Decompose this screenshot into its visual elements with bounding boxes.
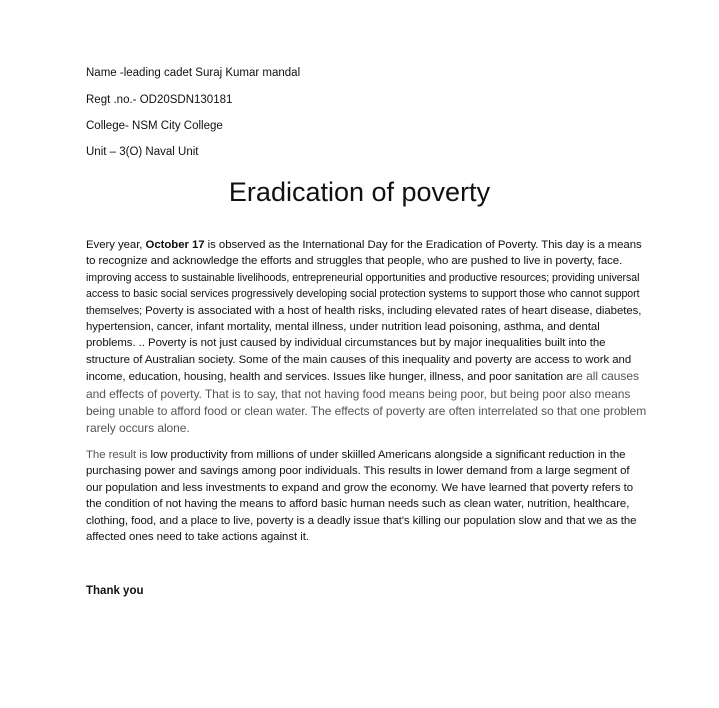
body-paragraph-2 (86, 447, 648, 545)
student-name: Name -leading cadet Suraj Kumar mandal (86, 67, 301, 79)
document-title: Eradication of poverty (228, 177, 491, 207)
p1-date: October 17 (145, 239, 205, 251)
college-name: College- NSM City College (86, 120, 223, 132)
p1-text-a: Every year, (86, 239, 146, 251)
closing-thanks: Thank you (86, 585, 144, 597)
p2-text-a: The result is (86, 449, 148, 461)
unit-name: Unit – 3(O) Naval Unit (86, 146, 199, 158)
p1-text-c: improving access to sustainable livelihoods, entrepreneurial opportunities and productive resources; providing universal access to basic social services progressively developing social protection systems to support those who cannot support themselves; (86, 271, 640, 317)
p2-text-b: low productivity from millions of under skiilled Americans alongside a significant reduction in the purchasing power and savings among poor individuals. This results in lower demand from a large segment of our population and less investments to expand and grow the economy. We have learned that poverty refers to the condition of not having the means to afford basic human needs such as clean water, nutrition, healthcare, clothing, food, and a place to live, poverty is a deadly issue that's killing our population slow and that we as the affected ones need to take actions against it. (86, 449, 637, 544)
p1-text-b: is observed as the International Day for the Eradication of Poverty. This day is a means to recognize and acknowledge the efforts and struggles that people, who are pushed to live in poverty, face. (86, 239, 642, 268)
p1-text-e: e all causes and effects of poverty. That is to say, that not having food means being poor, but being poor also means being unable to afford food or clean water. The effects of poverty are often interrelated so that one problem rarely occurs alone. (86, 369, 647, 436)
p1-text-d: Poverty is associated with a host of health risks, including elevated rates of heart disease, diabetes, hypertension, cancer, infant mortality, mental illness, under nutrition lead poisoning, asthma, and dental problems. .. Poverty is not just caused by individual circumstances but by major inequalities built into the structure of Australian society. Some of the main causes of this inequality and poverty are access to work and income, education, housing, health and services. Issues like hunger, illness, and poor sanitation ar (86, 304, 642, 384)
regt-number: Regt .no.- OD20SDN130181 (86, 94, 233, 106)
body-paragraph-1 (86, 237, 648, 438)
